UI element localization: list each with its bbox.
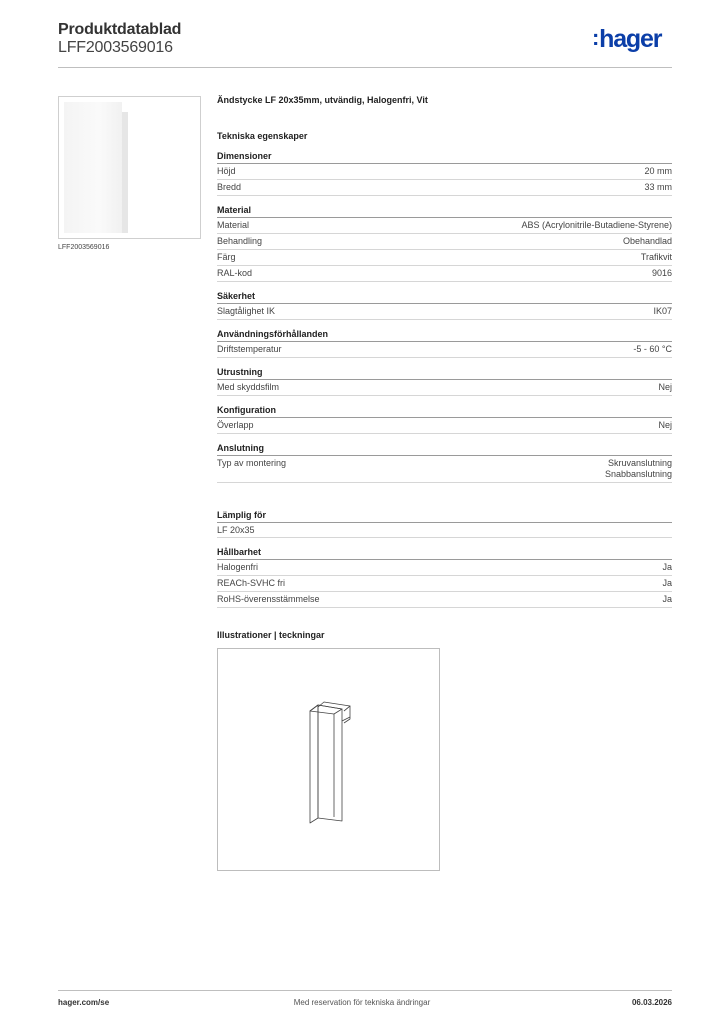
illustrations-title: Illustrationer | teckningar xyxy=(217,630,325,640)
section-title: Utrustning xyxy=(217,367,263,377)
spec-label: Material xyxy=(217,220,250,230)
spec-label: LF 20x35 xyxy=(217,525,255,535)
spec-value-line: Obehandlad xyxy=(622,236,672,246)
spec-label: Behandling xyxy=(217,236,263,246)
section-title: Säkerhet xyxy=(217,291,256,301)
spec-value-line: Skruvanslutning xyxy=(607,458,672,468)
spec-value-line: Trafikvit xyxy=(640,252,672,262)
technical-title: Tekniska egenskaper xyxy=(217,131,308,141)
spec-row xyxy=(217,456,672,483)
section-title: Hållbarhet xyxy=(217,547,262,557)
spec-panel xyxy=(217,95,672,640)
header-divider xyxy=(58,67,672,68)
section-title: Användningsförhållanden xyxy=(217,329,329,339)
product-image-caption: LFF2003569016 xyxy=(58,244,110,251)
spec-value-line: ABS (Acrylonitrile-Butadiene-Styrene) xyxy=(521,220,672,230)
end-cap-drawing xyxy=(218,649,441,872)
spec-value xyxy=(653,306,672,317)
spec-sections xyxy=(217,151,672,483)
spec-row xyxy=(217,523,672,538)
spec-value-line: Ja xyxy=(662,594,672,604)
spec-row xyxy=(217,304,672,320)
product-description: Ändstycke LF 20x35mm, utvändig, Halogenfri, Vit xyxy=(217,95,428,105)
spec-value xyxy=(662,562,672,573)
spec-row xyxy=(217,250,672,266)
spec-value xyxy=(605,458,672,480)
spec-value xyxy=(633,344,672,355)
spec-row xyxy=(217,576,672,592)
spec-value-line: Nej xyxy=(658,382,672,392)
spec-label: Driftstemperatur xyxy=(217,344,282,354)
logo-text: hager xyxy=(599,25,662,53)
spec-label: Bredd xyxy=(217,182,242,192)
hager-logo[interactable] xyxy=(592,27,661,52)
section-title: Dimensioner xyxy=(217,151,272,161)
drawing-side-face xyxy=(318,705,342,821)
spec-value xyxy=(658,420,672,431)
spec-value-line: -5 - 60 °C xyxy=(633,344,672,354)
spec-value-line: Nej xyxy=(658,420,672,430)
spec-row xyxy=(217,164,672,180)
spec-value xyxy=(521,220,672,231)
spec-row xyxy=(217,234,672,250)
spec-label: Med skyddsfilm xyxy=(217,382,280,392)
spec-row xyxy=(217,592,672,608)
drawing-front-face xyxy=(310,705,318,823)
spec-label: Typ av montering xyxy=(217,458,287,468)
section-title: Material xyxy=(217,205,252,215)
doc-product-code: LFF2003569016 xyxy=(58,39,173,56)
spec-row xyxy=(217,180,672,196)
spec-row xyxy=(217,380,672,396)
spec-value-line: IK07 xyxy=(653,306,672,316)
spec-label: Halogenfri xyxy=(217,562,259,572)
spec-label: Färg xyxy=(217,252,236,262)
spacer xyxy=(217,483,672,501)
illustration-frame xyxy=(217,648,440,871)
spec-value xyxy=(623,236,672,247)
spec-value-line: Snabbanslutning xyxy=(604,469,672,479)
section-title: Konfiguration xyxy=(217,405,276,415)
product-image-front xyxy=(64,102,122,233)
spec-row xyxy=(217,560,672,576)
spec-value-line: 20 mm xyxy=(644,166,672,176)
doc-title: Produktdatablad xyxy=(58,21,182,38)
logo-colon-icon: : xyxy=(592,25,599,50)
spec-value xyxy=(662,594,672,605)
spec-value-line: 33 mm xyxy=(644,182,672,192)
spec-label: REACh-SVHC fri xyxy=(217,578,286,588)
drawing-cap-lip xyxy=(344,706,350,723)
section-title: Anslutning xyxy=(217,443,264,453)
sustainability-section xyxy=(217,547,672,608)
drawing-top-face xyxy=(310,705,342,714)
spec-label: Överlapp xyxy=(217,420,254,430)
spec-value xyxy=(658,382,672,393)
spec-value-line: 9016 xyxy=(651,268,672,278)
section-title: Lämplig för xyxy=(217,510,266,520)
spec-value-line: Ja xyxy=(662,578,672,588)
footer-divider xyxy=(58,990,672,991)
suitable-for-section xyxy=(217,510,672,538)
spec-value-line: Ja xyxy=(662,562,672,572)
spec-row xyxy=(217,266,672,282)
spec-label: RAL-kod xyxy=(217,268,253,278)
spec-value xyxy=(644,182,672,193)
spec-value xyxy=(641,252,672,263)
spec-row xyxy=(217,342,672,358)
footer-disclaimer: Med reservation för tekniska ändringar xyxy=(293,998,431,1007)
spec-label: RoHS-överensstämmelse xyxy=(217,594,320,604)
spec-label: Höjd xyxy=(217,166,236,176)
footer-date: 06.03.2026 xyxy=(631,998,672,1007)
product-image-side xyxy=(122,112,128,233)
product-image xyxy=(58,96,201,239)
spec-label: Slagtålighet IK xyxy=(217,306,276,316)
spec-value xyxy=(644,166,672,177)
spec-value xyxy=(652,268,672,279)
spec-row xyxy=(217,418,672,434)
spec-value xyxy=(662,578,672,589)
footer-website[interactable]: hager.com/se xyxy=(58,998,110,1007)
drawing-inner-edge-2 xyxy=(342,717,350,721)
spec-row xyxy=(217,218,672,234)
